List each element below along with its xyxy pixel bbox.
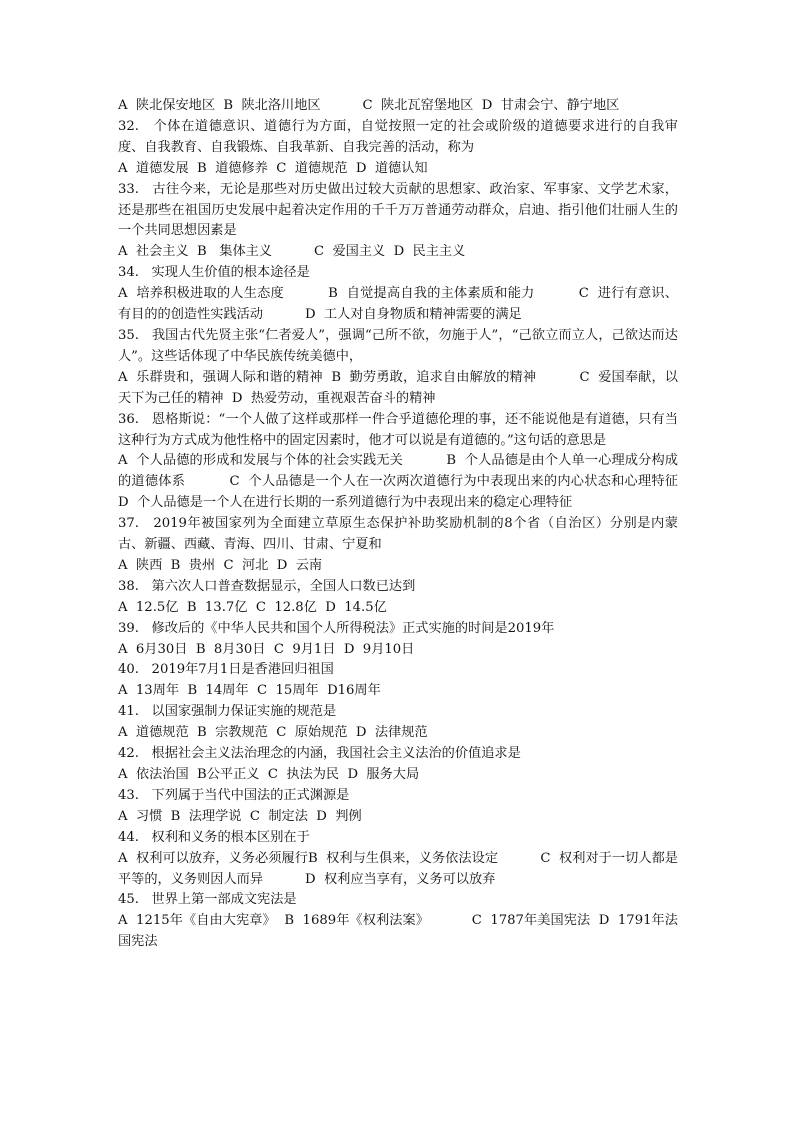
question-34: 34. 实现人生价值的根本途径是 (118, 265, 310, 281)
options-q36: A 个人品德的形成和发展与个体的社会实践无关 B 个人品德是由个人单一心理成分构成的道德体系 C 个人品德是一个人在一次两次道德行为中表现出来的内心状态和心理特征 D 个人品德是一个人在进行长期的一系列道德行为中表现出来的稳定心理特征 (118, 453, 720, 511)
question-37: 37. 2019年被国家列为全面建立草原生态保护补助奖励机制的8个省（自治区）分别是内蒙古、新疆、西藏、青海、四川、甘肃、宁夏和 (118, 516, 678, 553)
question-44: 44. 权利和义务的根本区别在于 (118, 829, 310, 845)
question-43: 43. 下列属于当代中国法的正式渊源是 (118, 787, 350, 803)
options-q43: A 习惯 B 法理学说 C 制定法 D 判例 (118, 808, 362, 824)
question-39: 39. 修改后的《中华人民共和国个人所得税法》正式实施的时间是2019年 (118, 620, 555, 636)
question-32: 32. 个体在道德意识、道德行为方面，自觉按照一定的社会或阶级的道德要求进行的自我审度、自我教育、自我锻炼、自我革新、自我完善的活动，称为 (118, 118, 678, 155)
options-q40: A 13周年 B 14周年 C 15周年 D16周年 (118, 683, 381, 699)
question-40: 40. 2019年7月1日是香港回归祖国 (118, 662, 334, 678)
question-42: 42. 根据社会主义法治理念的内涵，我国社会主义法治的价值追求是 (118, 746, 521, 762)
options-q32: A 道德发展 B 道德修养 C 道德规范 D 道德认知 (118, 160, 428, 176)
options-q34: A 培养积极进取的人生态度 B 自觉提高自我的主体素质和能力 C 进行有意识、有目的的创造性实践活动 D 工人对自身物质和精神需要的满足 (118, 286, 678, 323)
question-41: 41. 以国家强制力保证实施的规范是 (118, 704, 337, 720)
question-35: 35. 我国古代先贤主张“仁者爱人”，强调“己所不欲，勿施于人”，“己欲立而立人，己欲达而达人”。这些话体现了中华民族传统美德中， (118, 327, 678, 364)
options-q35: A 乐群贵和，强调人际和谐的精神 B 勤劳勇敢，追求自由解放的精神 C 爱国奉献，以天下为己任的精神 D 热爱劳动，重视艰苦奋斗的精神 (118, 369, 678, 406)
options-q39: A 6月30日 B 8月30日 C 9月1日 D 9月10日 (118, 641, 415, 657)
options-q41: A 道德规范 B 宗教规范 C 原始规范 D 法律规范 (118, 725, 428, 741)
options-q33: A 社会主义 B 集体主义 C 爱国主义 D 民主主义 (118, 244, 466, 260)
question-45: 45. 世界上第一部成文宪法是 (118, 892, 297, 908)
options-q37: A 陕西 B 贵州 C 河北 D 云南 (118, 557, 323, 573)
options-q42: A 依法治国 B公平正义 C 执法为民 D 服务大局 (118, 767, 420, 782)
options-q44: A 权利可以放弃，义务必须履行B 权利与生俱来，义务依法设定 C 权利对于一切人都是平等的，义务则因人而异 D 权利应当享有，义务可以放弃 (118, 850, 678, 887)
question-36: 36. 恩格斯说：“一个人做了这样或那样一件合乎道德伦理的事，还不能说他是有道德，只有当这种行为方式成为他性格中的固定因素时，他才可以说是有道德的。”这句话的意思是 (118, 411, 678, 448)
options-q45: A 1215年《自由大宪章》 B 1689年《权利法案》 C 1787年美国宪法 D 1791年法国宪法 (118, 913, 678, 950)
document-body (118, 96, 720, 953)
options-q38: A 12.5亿 B 13.7亿 C 12.8亿 D 14.5亿 (118, 599, 387, 615)
options-q31: A 陕北保安地区 B 陕北洛川地区 C 陕北瓦窑堡地区 D 甘肃会宁、静宁地区 (118, 98, 620, 113)
question-38: 38. 第六次人口普查数据显示，全国人口数已达到 (118, 578, 416, 594)
question-33: 33. 古往今来，无论是那些对历史做出过较大贡献的思想家、政治家、军事家、文学艺术家，还是那些在祖国历史发展中起着决定作用的千千万万普通劳动群众，启迪、指引他们壮丽人生的一个共同思想因素是 (118, 181, 678, 239)
